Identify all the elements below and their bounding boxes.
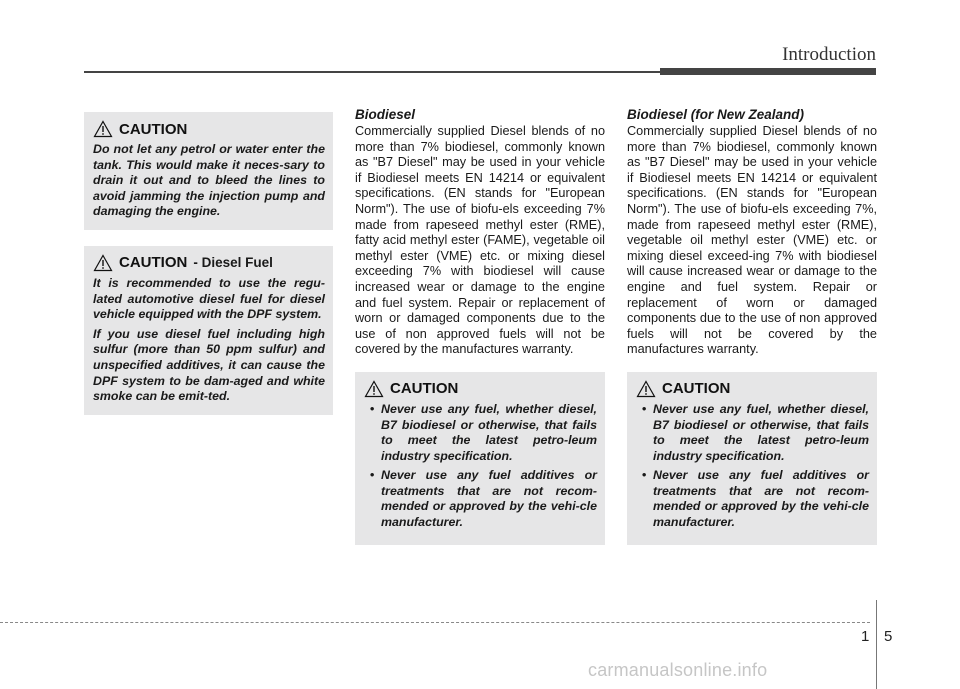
section-title-biodiesel: Biodiesel bbox=[355, 107, 416, 122]
section-body-biodiesel: Commercially supplied Diesel blends of no more than 7% biodiesel, commonly known as "B7 Diesel" may be used in your vehicle if Biodiesel meets EN 14214 or equivalent specifications. (EN stands for "European Norm"). The use of biofu-els exceeding 7% made from rapeseed methyl ester (RME), fatty acid methyl ester (FAME), vegetable oil methyl ester (VME) etc. or mixing diesel exceeding 7% with biodiesel will cause increased wear or damage to the engine and fuel system. Repair or replacement of worn or damaged components due to the use of non approved fuels will not be covered by the manufactures warranty. bbox=[355, 124, 605, 357]
caution-subtitle: - Diesel Fuel bbox=[193, 255, 273, 271]
caution-title: CAUTION bbox=[662, 380, 731, 398]
caution-paragraph: If you use diesel fuel including high sulfur (more than 50 ppm sulfur) and unspecified additives, it can cause the DPF system to be dam-aged and white smoke can be emit-ted. bbox=[93, 326, 325, 404]
caution-box-biodiesel bbox=[355, 372, 605, 545]
caution-bullet-list bbox=[636, 402, 869, 531]
caution-box-biodiesel-nz bbox=[627, 372, 877, 545]
caution-bullet: • Never use any fuel, whether diesel, B7 biodiesel or otherwise, that fails to meet the latest petro-leum industry specification. bbox=[636, 402, 869, 464]
header-rule-thick bbox=[660, 68, 876, 75]
warning-triangle-icon bbox=[93, 120, 113, 138]
caution-header bbox=[364, 380, 597, 398]
warning-triangle-icon bbox=[636, 380, 656, 398]
caution-bullet-list bbox=[364, 402, 597, 531]
caution-bullet: • Never use any fuel additives or treatments that are not recom-mended or approved by the vehi-cle manufacturer. bbox=[636, 468, 869, 530]
caution-title: CAUTION bbox=[119, 120, 188, 138]
caution-text: Do not let any petrol or water enter the tank. This would make it neces-sary to drain it out and to bleed the lines to avoid jamming the injection pump and damaging the engine. bbox=[93, 142, 325, 219]
watermark: carmanualsonline.info bbox=[588, 660, 768, 680]
caution-box-diesel-fuel bbox=[84, 246, 333, 415]
section-body-biodiesel-nz: Commercially supplied Diesel blends of no more than 7% biodiesel, commonly known as "B7 Diesel" may be used in your vehicle if Biodiesel meets EN 14214 or equivalent specifications. (EN stands for "European Norm"). The use of biofu-els exceeding 7%, made from rapeseed methyl ester (RME), vegetable oil methyl ester (VME) etc. or mixing diesel exceed-ing 7% with biodiesel will cause increased wear or damage to the engine and fuel system. Repair or replacement of worn or damaged components due to the use of non approved fuels will not be covered by the manufactures warranty. bbox=[627, 124, 877, 357]
caution-header bbox=[93, 254, 325, 272]
caution-bullet: • Never use any fuel, whether diesel, B7 biodiesel or otherwise, that fails to meet the latest petro-leum industry specification. bbox=[364, 402, 597, 464]
warning-triangle-icon bbox=[364, 380, 384, 398]
caution-box-fuel bbox=[84, 112, 333, 230]
caution-title: CAUTION bbox=[119, 254, 188, 272]
caution-paragraph: It is recommended to use the regu-lated automotive diesel fuel for diesel vehicle equipped with the DPF system. bbox=[93, 275, 325, 322]
section-title-biodiesel-nz: Biodiesel (for New Zealand) bbox=[627, 107, 805, 122]
page-header-title: Introduction bbox=[782, 44, 876, 65]
page-number: 5 bbox=[884, 628, 893, 645]
footer-rule bbox=[0, 622, 870, 623]
column-right bbox=[627, 107, 877, 545]
caution-header bbox=[93, 120, 325, 138]
chapter-number: 1 bbox=[861, 628, 870, 645]
column-middle bbox=[355, 107, 605, 545]
header-rule-thin bbox=[84, 71, 662, 73]
caution-bullet: • Never use any fuel additives or treatments that are not recom-mended or approved by the vehi-cle manufacturer. bbox=[364, 468, 597, 530]
page-number-divider bbox=[876, 600, 877, 689]
warning-triangle-icon bbox=[93, 254, 113, 272]
caution-title: CAUTION bbox=[390, 380, 459, 398]
column-left bbox=[84, 107, 333, 415]
caution-header bbox=[636, 380, 869, 398]
